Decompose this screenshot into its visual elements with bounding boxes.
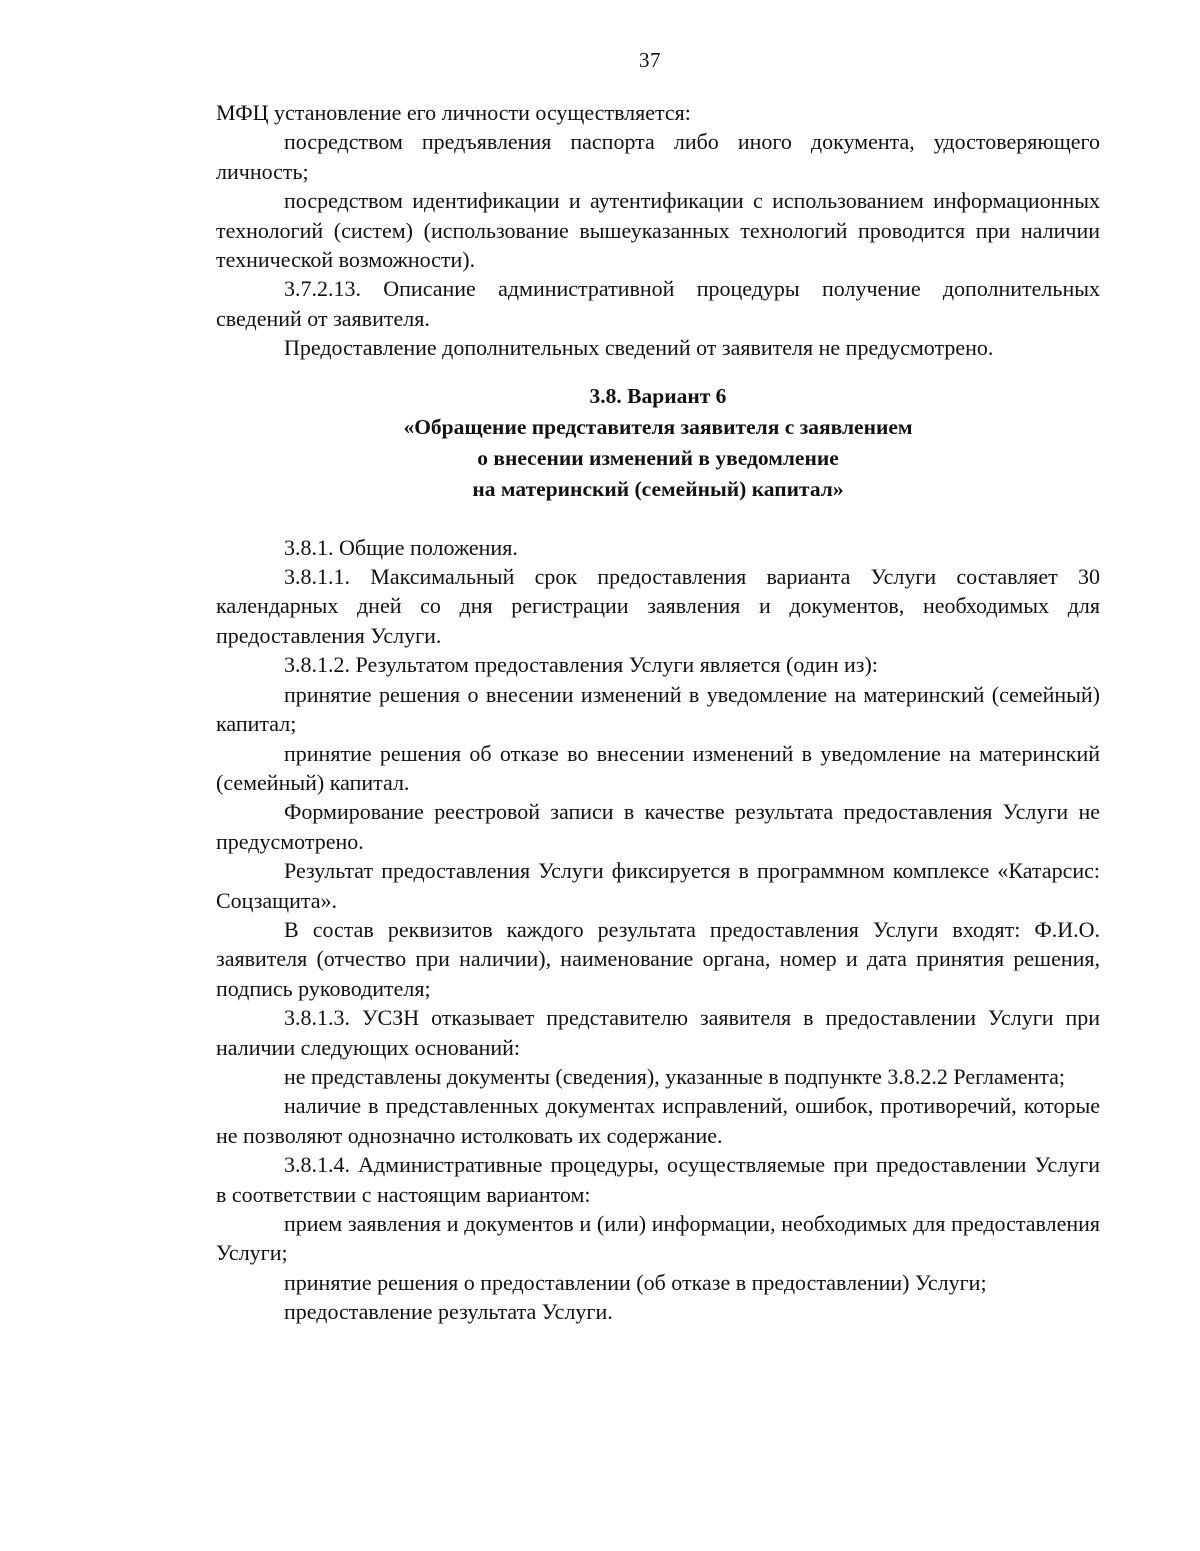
paragraph: Формирование реестровой записи в качестве результата предоставления Услуги не предусмотрено.	[216, 799, 1100, 854]
paragraph: посредством предъявления паспорта либо иного документа, удостоверяющего личность;	[216, 129, 1100, 184]
paragraph: принятие решения о внесении изменений в уведомление на материнский (семейный) капитал;	[216, 681, 1100, 737]
paragraph: 3.8.1.2. Результатом предоставления Услуги является (один из):	[284, 652, 878, 678]
paragraph: В состав реквизитов каждого результата предоставления Услуги входят: Ф.И.О. заявителя (отчество при наличии), наименование органа, номер и дата принятия решения, подпись руководителя;	[216, 916, 1100, 1001]
section-heading	[216, 381, 1100, 505]
heading-line: «Обращение представителя заявителя с заявлением	[403, 414, 913, 439]
paragraph: Предоставление дополнительных сведений от заявителя не предусмотрено.	[284, 335, 994, 361]
paragraph: 3.7.2.13. Описание административной процедуры получение дополнительных сведений от заявителя.	[216, 276, 1100, 331]
heading-line: на материнский (семейный) капитал»	[472, 476, 844, 501]
paragraph: МФЦ установление его личности осуществляется:	[216, 100, 691, 125]
paragraph: 3.8.1.1. Максимальный срок предоставления варианта Услуги составляет 30 календарных дней со дня регистрации заявления и документов, необходимых для предоставления Услуги.	[216, 564, 1100, 648]
paragraph: принятие решения об отказе во внесении изменений в уведомление на материнский (семейный) капитал.	[216, 740, 1100, 795]
heading-line: о внесении изменений в уведомление	[477, 445, 839, 470]
paragraph: прием заявления и документов и (или) информации, необходимых для предоставления Услуги;	[216, 1211, 1100, 1266]
paragraph: принятие решения о предоставлении (об отказе в предоставлении) Услуги;	[284, 1269, 987, 1295]
paragraph: 3.8.1.3. УСЗН отказывает представителю заявителя в предоставлении Услуги при наличии следующих оснований:	[216, 1005, 1100, 1060]
paragraph: 3.8.1. Общие положения.	[284, 534, 518, 560]
page-number: 37	[639, 48, 661, 72]
paragraph: Результат предоставления Услуги фиксируется в программном комплексе «Катарсис: Соцзащита».	[216, 858, 1100, 913]
document-body	[216, 98, 1100, 1327]
paragraph: 3.8.1.4. Административные процедуры, осуществляемые при предоставлении Услуги в соответствии с настоящим вариантом:	[216, 1152, 1100, 1207]
paragraph: посредством идентификации и аутентификации с использованием информационных технологий (систем) (использование вышеуказанных технологий проводится при наличии технической возможности).	[216, 188, 1100, 273]
heading-line: 3.8. Вариант 6	[589, 383, 727, 408]
paragraph: не представлены документы (сведения), указанные в подпункте 3.8.2.2 Регламента;	[284, 1063, 1065, 1089]
paragraph: предоставление результата Услуги.	[284, 1299, 613, 1325]
paragraph: наличие в представленных документах исправлений, ошибок, противоречий, которые не позволяют однозначно истолковать их содержание.	[216, 1093, 1100, 1148]
